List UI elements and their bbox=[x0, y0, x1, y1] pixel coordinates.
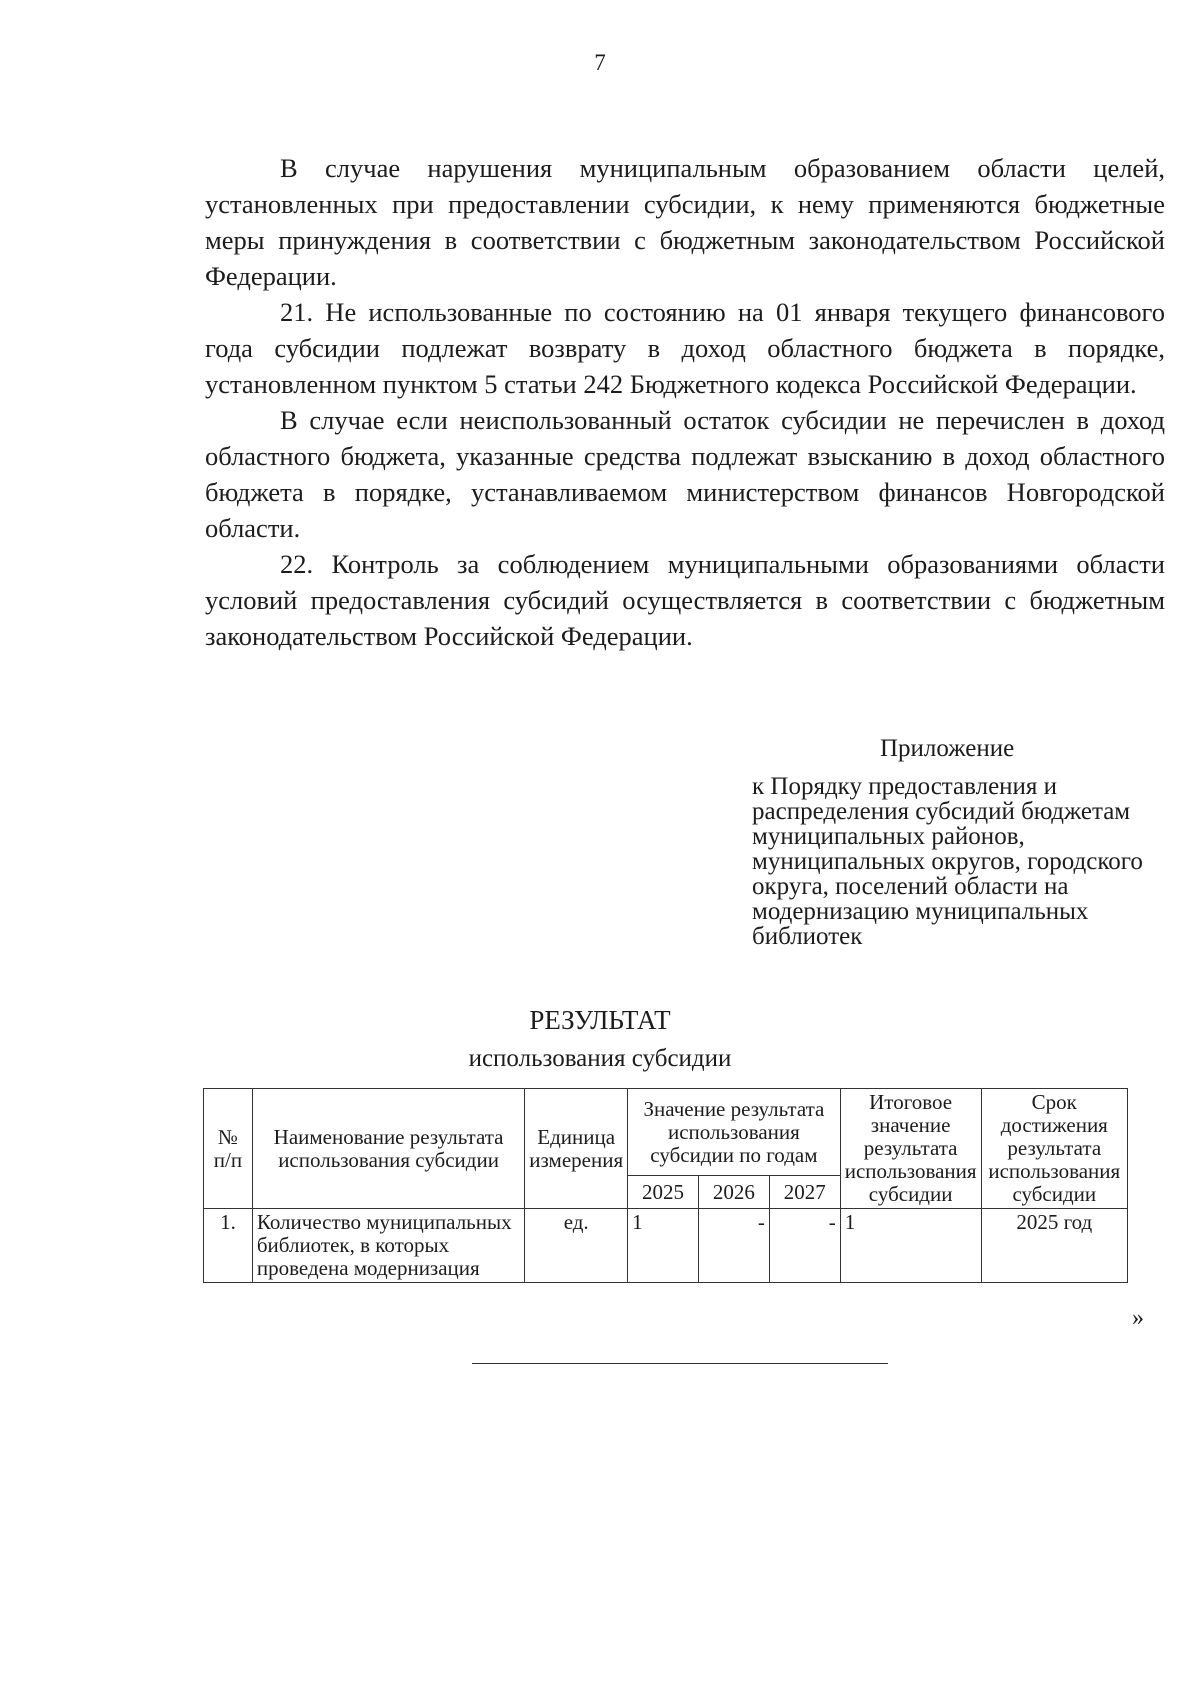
cell-total: 1 bbox=[840, 1209, 981, 1283]
header-term: Срок достижения результата использования субсидии bbox=[981, 1089, 1127, 1209]
header-value-group: Значение результата использования субсидии по годам bbox=[628, 1089, 841, 1176]
header-unit: Единица измерения bbox=[525, 1089, 628, 1209]
cell-unit: ед. bbox=[525, 1209, 628, 1283]
cell-term: 2025 год bbox=[981, 1209, 1127, 1283]
paragraph-21: 21. Не использованные по состоянию на 01 января текущего финансового года субсидии подлежат возврату в доход областного бюджета в порядке, установленном пунктом 5 статьи 242 Бюджетного кодекса Российской Федерации. bbox=[205, 297, 1165, 399]
appendix-text: к Порядку предоставления и распределения субсидий бюджетам муниципальных районов, муниципальных округов, городского округа, поселений области на модернизацию муниципальных библиотек bbox=[752, 773, 1143, 950]
result-subtitle: использования субсидии bbox=[468, 1045, 732, 1072]
header-total: Итоговое значение результата использования субсидии bbox=[840, 1089, 981, 1209]
paragraph-22: 22. Контроль за соблюдением муниципальными образованиями области условий предоставления субсидий осуществляется в соответствии с бюджетным законодательством Российской Федерации. bbox=[205, 549, 1165, 651]
result-title: РЕЗУЛЬТАТ bbox=[529, 1005, 671, 1035]
appendix-title: Приложение bbox=[880, 735, 1015, 762]
cell-name: Количество муниципальных библиотек, в которых проведена модернизация bbox=[252, 1209, 524, 1283]
table-header-row bbox=[204, 1089, 1128, 1176]
page-number: 7 bbox=[594, 50, 606, 75]
header-year-2026: 2026 bbox=[698, 1176, 769, 1209]
closing-quote: » bbox=[1132, 1305, 1144, 1331]
paragraph-violation: В случае нарушения муниципальным образованием области целей, установленных при предоставлении субсидии, к нему применяются бюджетные меры принуждения в соответствии с бюджетным законодательством Российской Федерации. bbox=[205, 153, 1165, 291]
body-text bbox=[205, 150, 1165, 654]
cell-num: 1. bbox=[204, 1209, 253, 1283]
cell-2027: - bbox=[769, 1209, 840, 1283]
cell-2026: - bbox=[698, 1209, 769, 1283]
results-table bbox=[203, 1088, 1128, 1283]
header-name: Наименование результата использования субсидии bbox=[252, 1089, 524, 1209]
header-num: № п/п bbox=[204, 1089, 253, 1209]
separator-line bbox=[472, 1363, 888, 1364]
header-year-2027: 2027 bbox=[769, 1176, 840, 1209]
table-row bbox=[204, 1209, 1128, 1283]
paragraph-unused-remainder: В случае если неиспользованный остаток субсидии не перечислен в доход областного бюджета, указанные средства подлежат взысканию в доход областного бюджета в порядке, устанавливаемом министерством финансов Новгородской области. bbox=[205, 405, 1165, 543]
header-year-2025: 2025 bbox=[628, 1176, 699, 1209]
cell-2025: 1 bbox=[628, 1209, 699, 1283]
